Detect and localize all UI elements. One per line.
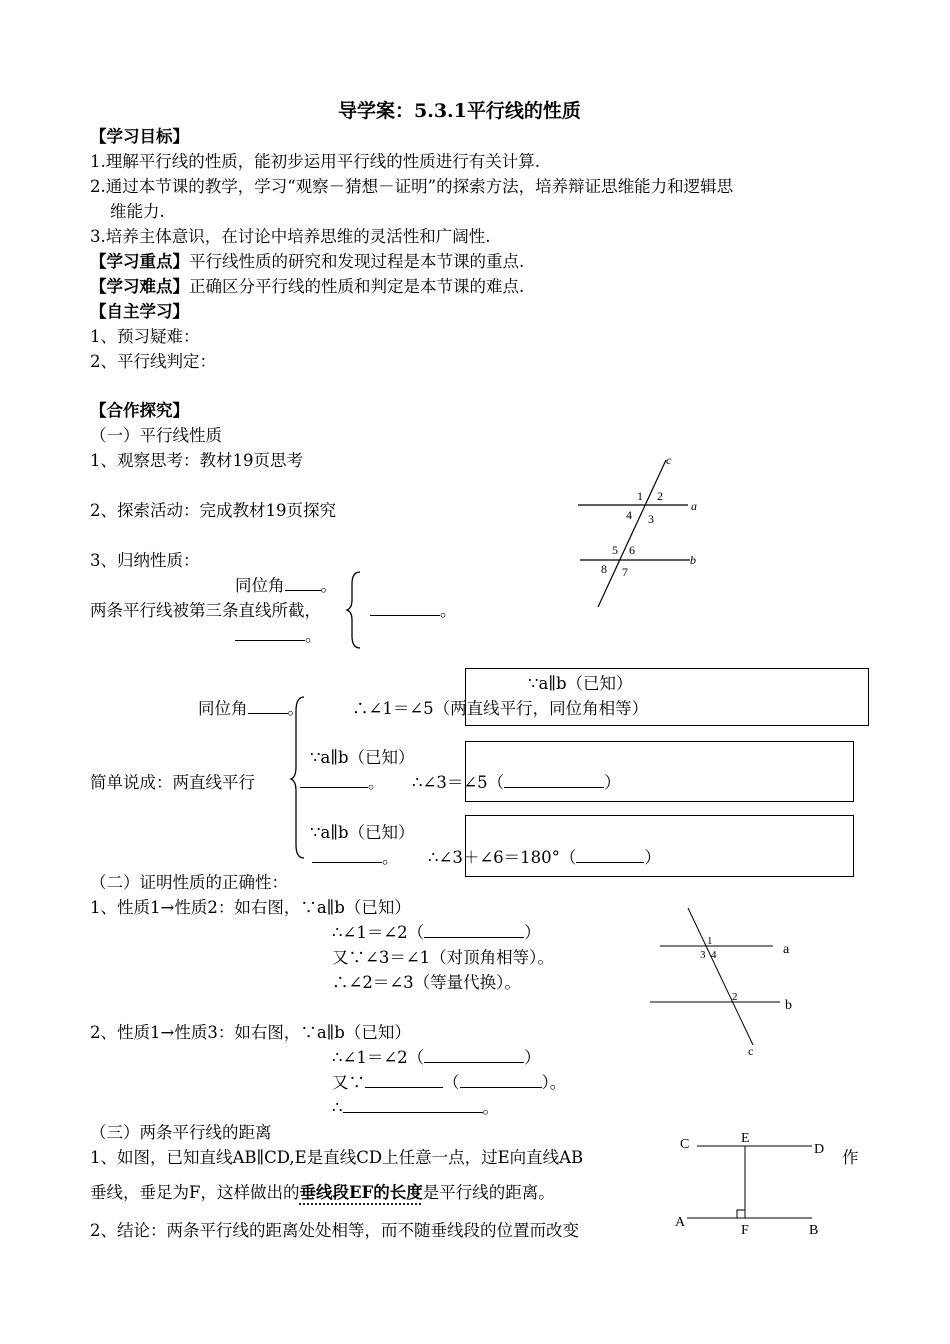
reason-1-conclusion: ∴∠1＝∠5（两直线平行，同位角相等） — [352, 699, 649, 718]
distance-heading: （三）两条平行线的距离 — [90, 1123, 272, 1142]
simple-line-2 — [300, 772, 385, 794]
distance-l2-suffix: 是平行线的距离。 — [422, 1183, 555, 1202]
therefore: ∴ — [332, 1098, 343, 1117]
distance-conclusion: 2、结论：两条平行线的距离处处相等，而不随垂线段的位置而改变 — [90, 1221, 579, 1240]
period: 。 — [368, 773, 385, 792]
proof-2-line-3 — [332, 1097, 499, 1119]
fig1-label-1: 1 — [637, 489, 643, 503]
fig1-label-5: 5 — [612, 543, 618, 557]
objective-2-cont: 维能力. — [110, 202, 165, 221]
coop-item-1: 1、观察思考：教材19页思考 — [90, 451, 303, 470]
blank-induction-2[interactable] — [370, 600, 440, 616]
difficulty-heading: 【学习难点】 — [90, 277, 189, 296]
fig2-label-1: 1 — [707, 935, 713, 947]
blank-proof-2b[interactable] — [365, 1072, 443, 1088]
reason-3-text: ∴∠3＋∠6＝180°（ — [428, 848, 577, 867]
distance-line-2 — [90, 1182, 555, 1204]
period: 。 — [287, 699, 304, 718]
coop-item-3: 3、归纳性质： — [90, 551, 200, 570]
fig1-label-2: 2 — [657, 489, 663, 503]
simple-tongwei — [198, 698, 304, 720]
simple-say: 简单说成：两直线平行 — [90, 773, 255, 792]
period: 。 — [382, 848, 399, 867]
proof-2-l1-text: ∴∠1＝∠2（ — [332, 1048, 425, 1067]
period: 。 — [440, 601, 457, 620]
fig1-label-3: 3 — [648, 512, 654, 526]
difficulty — [90, 276, 524, 298]
proof-1-intro: 1、性质1→性质2：如右图，∵a∥b（已知） — [90, 898, 411, 917]
proof-2-intro: 2、性质1→性质3：如右图，∵a∥b（已知） — [90, 1023, 411, 1042]
simple-line-3 — [312, 847, 399, 869]
fig3-label-F: F — [741, 1223, 749, 1238]
induction-line-3 — [235, 625, 322, 647]
self-study-heading: 【自主学习】 — [90, 302, 189, 321]
brace-1 — [346, 570, 362, 650]
proof-2-line-2 — [332, 1072, 566, 1094]
key-point — [90, 251, 524, 273]
blank-proof-2a[interactable] — [424, 1047, 524, 1063]
reason-2-given: ∵a∥b（已知） — [310, 748, 415, 767]
close-paren: ） — [644, 848, 661, 867]
fig2-label-c: c — [748, 1044, 754, 1058]
blank-proof-1[interactable] — [424, 922, 524, 938]
period: 。 — [320, 576, 337, 595]
fig1-label-7: 7 — [622, 565, 628, 579]
fig2-label-3: 3 — [700, 949, 706, 961]
distance-emphasis: 垂线段EF的长度 — [299, 1183, 423, 1202]
fig3-label-D: D — [814, 1142, 825, 1157]
coop-heading: 【合作探究】 — [90, 401, 189, 420]
fig2-label-b: b — [785, 998, 792, 1013]
blank-tongwei[interactable] — [285, 575, 321, 591]
blank-simple-3[interactable] — [312, 847, 382, 863]
fig2-label-4: 4 — [711, 949, 717, 961]
distance-l2-prefix: 垂线，垂足为F，这样做出的 — [90, 1183, 300, 1202]
key-point-text: 平行线性质的研究和发现过程是本节课的重点. — [189, 252, 525, 271]
blank-proof-2d[interactable] — [343, 1097, 483, 1113]
fig1-label-4: 4 — [626, 508, 632, 522]
coop-part1: （一）平行线性质 — [90, 426, 222, 445]
parallel-lines-figure-1 — [570, 452, 710, 612]
close-paren: ） — [524, 1048, 541, 1067]
fig1-label-c: c — [666, 453, 672, 467]
reason-2-conclusion — [412, 772, 621, 794]
difficulty-text: 正确区分平行线的性质和判定是本节课的难点. — [189, 277, 525, 296]
induction-sentence: 两条平行线被第三条直线所截， — [90, 601, 321, 620]
reason-3-conclusion — [428, 847, 661, 869]
fig3-label-E: E — [741, 1131, 750, 1146]
fig2-label-2: 2 — [732, 991, 738, 1003]
objective-2: 2.通过本节课的教学，学习“观察－猜想－证明”的探索方法，培养辩证思维能力和逻辑思 — [90, 177, 734, 196]
objective-1: 1.理解平行线的性质，能初步运用平行线的性质进行有关计算. — [90, 152, 540, 171]
distance-line-1: 1、如图，已知直线AB∥CD,E是直线CD上任意一点，过E向直线AB — [90, 1148, 584, 1167]
reason-2-text: ∴∠3＝∠5（ — [412, 773, 505, 792]
fig1-label-6: 6 — [629, 543, 635, 557]
tongwei-label: 同位角 — [198, 699, 248, 718]
parallel-lines-figure-2 — [645, 905, 805, 1057]
period: 。 — [482, 1098, 499, 1117]
proof-1-l1-text: ∴∠1＝∠2（ — [332, 923, 425, 942]
close-paren: ） — [604, 773, 621, 792]
self-study-item-2: 2、平行线判定： — [90, 352, 216, 371]
fig1-label-a: a — [691, 499, 697, 513]
coop-item-2: 2、探索活动：完成教材19页探究 — [90, 501, 336, 520]
fig3-label-A: A — [675, 1215, 686, 1230]
proof-heading: （二）证明性质的正确性： — [90, 873, 288, 892]
fig3-label-B: B — [809, 1223, 819, 1238]
tongwei-label: 同位角 — [235, 576, 285, 595]
proof-1-line-3: ∴∠2＝∠3（等量代换）。 — [332, 973, 521, 992]
reason-3-given: ∵a∥b（已知） — [310, 823, 415, 842]
blank-induction-3[interactable] — [235, 625, 305, 641]
key-point-heading: 【学习重点】 — [90, 252, 189, 271]
parallel-distance-figure — [672, 1128, 832, 1240]
blank-simple-2[interactable] — [300, 772, 368, 788]
induction-line-2 — [370, 600, 457, 622]
open-paren: （ — [443, 1073, 460, 1092]
blank-simple-1[interactable] — [248, 698, 288, 714]
fig1-label-8: 8 — [601, 562, 607, 576]
objective-3: 3.培养主体意识，在讨论中培养思维的灵活性和广阔性. — [90, 227, 491, 246]
proof-2-l2-prefix: 又∵ — [332, 1073, 365, 1092]
proof-2-line-1 — [332, 1047, 541, 1069]
proof-1-line-2: 又∵∠3＝∠1（对顶角相等）。 — [332, 948, 554, 967]
close-paren-period: ）。 — [541, 1073, 567, 1092]
self-study-item-1: 1、预习疑难： — [90, 327, 200, 346]
blank-proof-2c[interactable] — [460, 1072, 542, 1088]
objectives-heading: 【学习目标】 — [90, 127, 189, 146]
fig3-label-C: C — [680, 1137, 690, 1152]
fig1-label-b: b — [690, 553, 696, 567]
distance-line-1-end: 作 — [842, 1148, 859, 1167]
proof-1-line-1 — [332, 922, 541, 944]
reason-1-given: ∵a∥b（已知） — [528, 674, 633, 693]
blank-reason-2[interactable] — [504, 772, 604, 788]
page-title: 导学案：5.3.1平行线的性质 — [338, 100, 581, 122]
period: 。 — [305, 626, 322, 645]
blank-reason-3[interactable] — [576, 847, 644, 863]
fig2-label-a: a — [783, 942, 790, 957]
close-paren: ） — [524, 923, 541, 942]
induction-tongwei — [235, 575, 337, 597]
